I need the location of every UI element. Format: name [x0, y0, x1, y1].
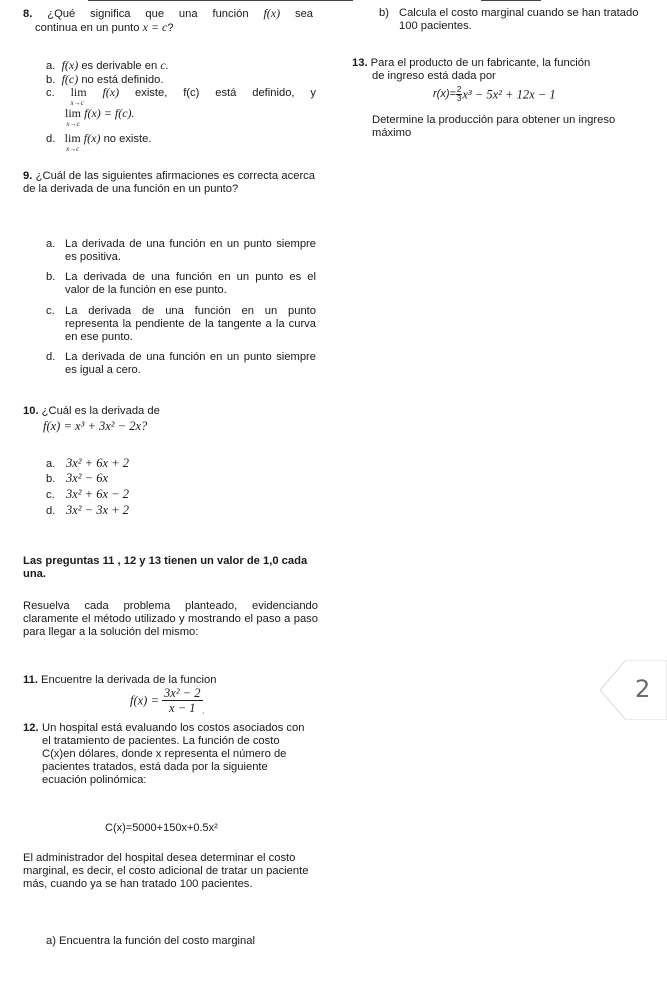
option-label: b.: [46, 74, 56, 86]
question-stem-b: continua en un punto: [35, 21, 140, 34]
fraction-numerator: 2: [456, 85, 462, 94]
option-text: es derivable en: [81, 60, 158, 72]
option-label: b.: [46, 473, 56, 485]
section-note: Las preguntas 11 , 12 y 13 tienen un valor de 1,0 cada una.: [23, 555, 308, 580]
q13-equation: [433, 86, 556, 103]
question-stem: ¿Cuál es la derivada de: [41, 405, 160, 417]
option-label: d.: [46, 351, 56, 363]
option-text: no existe.: [103, 133, 152, 145]
question-stem: Un hospital está evaluando los costos asociados con el tratamiento de pacientes. La función de costo C(x)en dólares, donde x representa el número de pacientes tratados, está dada por la siguiente ecuación polinómica:: [42, 722, 305, 786]
option-math: f(x): [61, 58, 79, 72]
option-text: La derivada de una función en un punto representa la pendiente de la tangente a la curva en ese punto.: [65, 305, 316, 343]
q13-task: Determine la producción para obtener un ingreso máximo: [372, 114, 616, 139]
q10-option-d[interactable]: [46, 503, 129, 518]
question-stem: ¿Qué significa que una función: [47, 8, 249, 20]
math-fx: f(x): [263, 6, 281, 20]
question-9: [23, 170, 315, 196]
option-math: f(x): [83, 131, 101, 145]
limit-expression: lim x→c: [65, 106, 82, 129]
question-8: [23, 7, 313, 35]
q8-option-a[interactable]: [46, 59, 169, 73]
option-label: c.: [46, 87, 55, 99]
question-12: [23, 722, 313, 786]
question-13: [352, 57, 642, 83]
option-text: existe, f(c) está definido, y: [135, 87, 317, 99]
question-stem: ¿Cuál de las siguientes afirmaciones es correcta acerca de la derivada de una función en un punto?: [23, 170, 316, 195]
q10-option-b[interactable]: [46, 471, 108, 486]
question-number: 8.: [23, 8, 33, 20]
option-label: d.: [46, 505, 56, 517]
question-mark: ?: [167, 21, 174, 34]
option-math: 3x² − 6x: [66, 471, 109, 485]
q10-option-a[interactable]: [46, 456, 129, 471]
option-text: no está definido.: [81, 74, 164, 86]
top-rule-right: [481, 0, 541, 1]
fraction-denominator: x − 1: [169, 701, 196, 716]
option-label: c.: [46, 489, 55, 501]
q12-followup: El administrador del hospital desea determinar el costo marginal, es decir, el costo adicional de tratar un paciente más, cuando ya se han tratado 100 pacientes.: [23, 852, 309, 890]
equation-lhs: r(x)=: [433, 88, 456, 101]
question-number: 11.: [23, 674, 38, 686]
q8-option-d[interactable]: [46, 132, 151, 153]
question-number: 10.: [23, 405, 39, 417]
math-x-eq-c: x = c: [142, 19, 168, 34]
option-math: f(x) = f(c).: [84, 106, 135, 121]
question-stem: Encuentre la derivada de la funcion: [41, 674, 217, 686]
option-text: La derivada de una función en un punto siempre es positiva.: [65, 238, 316, 263]
option-math: 3x² + 6x + 2: [66, 456, 129, 470]
fraction-numerator: 3x² − 2: [164, 686, 201, 700]
fraction: [162, 686, 202, 716]
limit-expression: lim x→c: [64, 131, 81, 154]
question-stem: Para el producto de un fabricante, la función: [370, 57, 591, 69]
option-math: f(c): [61, 72, 79, 86]
q12-part-b: [379, 7, 654, 33]
question-number: 9.: [23, 170, 33, 182]
option-math: 3x² + 6x − 2: [66, 487, 129, 501]
q12-part-a: a) Encuentra la función del costo marginal: [46, 935, 255, 947]
option-label: d.: [46, 133, 56, 145]
q9-option-b[interactable]: [46, 271, 316, 297]
q9-option-d[interactable]: [46, 351, 316, 377]
part-label: b): [379, 7, 389, 19]
option-label: b.: [46, 271, 56, 283]
option-label: a.: [46, 238, 56, 250]
question-number: 12.: [23, 722, 39, 734]
page-tab-shape: [600, 660, 667, 720]
question-number: 13.: [352, 57, 368, 69]
option-label: a.: [46, 458, 56, 470]
question-11: [23, 674, 318, 687]
question-function: f(x) = x³ + 3x² − 2x?: [43, 418, 148, 433]
question-10: [23, 405, 315, 433]
option-math: f(x): [102, 85, 120, 99]
option-label: a.: [46, 60, 56, 72]
page-number: 2: [635, 675, 651, 703]
equation-rhs: x³ − 5x² + 12x − 1: [462, 87, 556, 102]
top-rule-left: [88, 0, 353, 1]
fraction-denominator: 3: [456, 94, 462, 103]
option-text: La derivada de una función en un punto es el valor de la función en ese punto.: [65, 271, 316, 296]
option-label: c.: [46, 305, 55, 317]
part-text: Calcula el costo marginal cuando se han tratado 100 pacientes.: [399, 7, 639, 32]
page-number-tab: [600, 660, 667, 720]
instructions: Resuelva cada problema planteado, evidenciando claramente el método utilizado y mostrando el paso a paso para llegar a la solución del mismo:: [23, 600, 318, 638]
q10-option-c[interactable]: [46, 487, 129, 502]
question-stem-b: de ingreso está dada por: [372, 69, 496, 82]
option-math: 3x² − 3x + 2: [66, 503, 129, 517]
limit-expression: lim x→c: [70, 85, 87, 108]
q12-equation: C(x)=5000+150x+0.5x²: [105, 822, 218, 834]
equation-lhs: f(x) =: [130, 693, 159, 708]
option-text: La derivada de una función en un punto siempre es igual a cero.: [65, 351, 316, 376]
question-stem-sea: sea: [294, 8, 314, 20]
option-math-c: c.: [160, 58, 169, 72]
q11-equation: [130, 686, 205, 716]
q8-option-c[interactable]: [46, 86, 316, 128]
q9-option-c[interactable]: [46, 305, 316, 344]
period: .: [202, 706, 205, 716]
q9-option-a[interactable]: [46, 238, 316, 264]
